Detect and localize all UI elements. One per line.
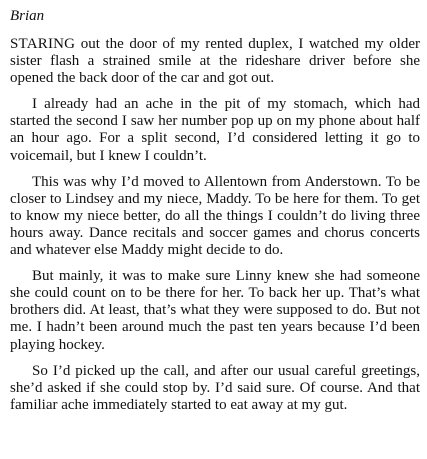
paragraph-1	[10, 36, 420, 87]
paragraph-5: So I’d picked up the call, and after our usual careful greetings, she’d asked if she could stop by. I’d said sure. Of course. And that familiar ache immediately started to eat away at my gut.	[10, 362, 420, 413]
paragraph-1-text: out the door of my rented duplex, I watched my older sister flash a strained smile at the rideshare driver before she opened the back door of the car and got out.	[10, 36, 420, 87]
paragraph-4: But mainly, it was to make sure Linny knew she had someone she could count on to be there for her. To back her up. That’s what brothers did. At least, that’s what they were supposed to do. But not me. I hadn’t been around much the past ten years because I’d been playing hockey.	[10, 268, 420, 353]
paragraph-2: I already had an ache in the pit of my stomach, which had started the second I saw her number pop up on my phone about half an hour ago. For a split second, I’d considered letting it go to voicemail, but I knew I couldn’t.	[10, 96, 420, 164]
chapter-heading: Brian	[10, 8, 45, 24]
paragraph-3: This was why I’d moved to Allentown from Anderstown. To be closer to Lindsey and my niece, Maddy. To be here for them. To get to know my niece better, do all the things I couldn’t do living three hours away. Dance recitals and soccer games and chorus concerts and whatever else Maddy might decide to do.	[10, 173, 420, 259]
paragraph-lead-word: STARING	[10, 36, 76, 52]
book-page	[10, 4, 420, 423]
